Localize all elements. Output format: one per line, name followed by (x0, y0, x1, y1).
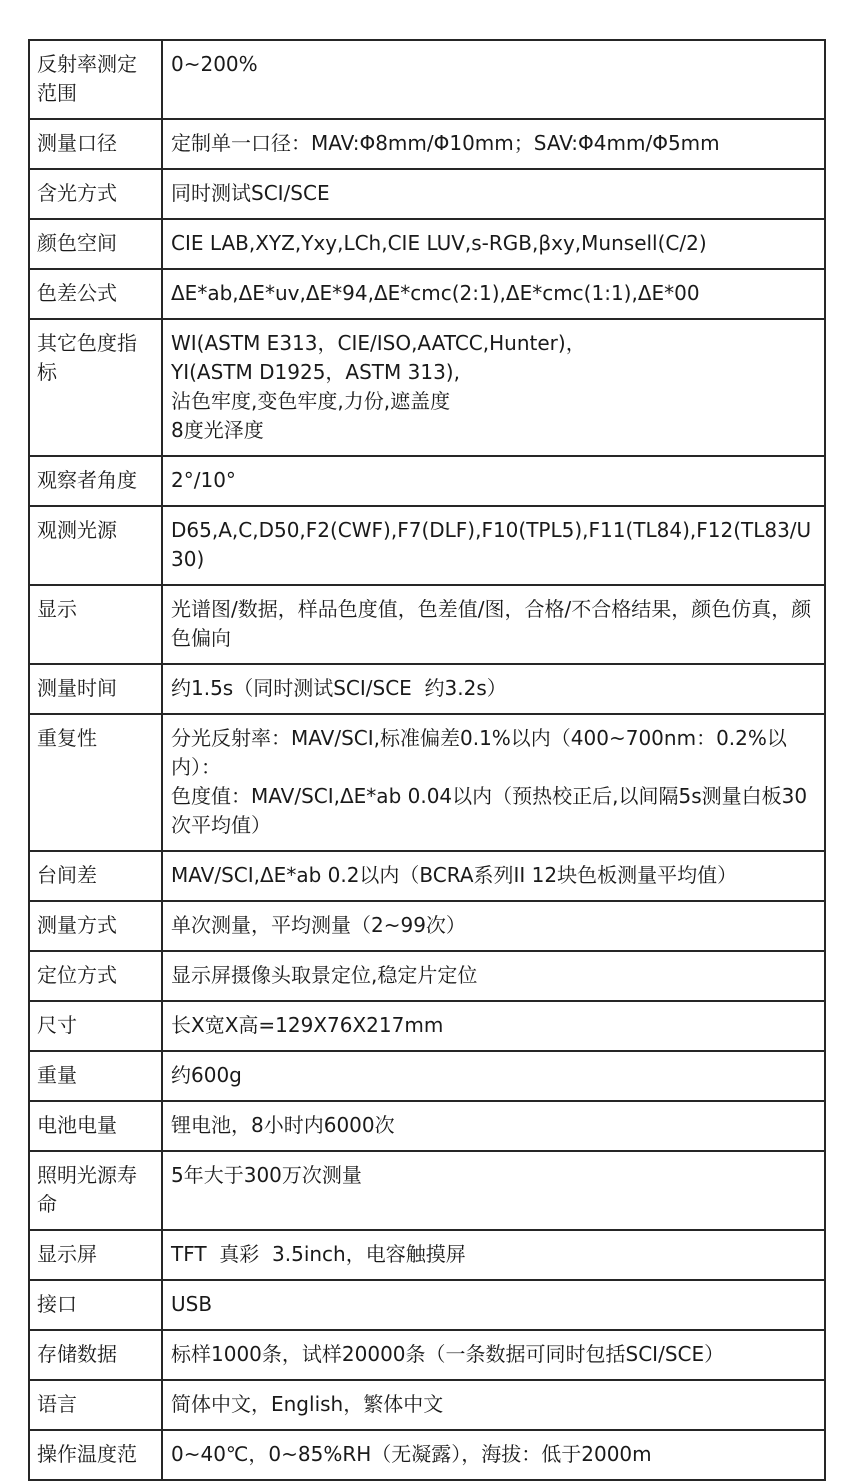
spec-label: 存储数据 (29, 1330, 162, 1380)
spec-value-line: 定制单一口径：MAV:Φ8mm/Φ10mm；SAV:Φ4mm/Φ5mm (171, 131, 720, 155)
spec-label: 语言 (29, 1380, 162, 1430)
spec-value-line: 分光反射率：MAV/SCI,标准偏差0.1%以内（400~700nm：0.2%以内）： (171, 726, 787, 779)
spec-value (162, 269, 825, 319)
spec-row (29, 714, 825, 851)
spec-value (162, 1330, 825, 1380)
spec-value-line: 锂电池，8小时内6000次 (171, 1113, 395, 1137)
spec-value-line: 2°/10° (171, 468, 236, 492)
spec-label: 其它色度指标 (29, 319, 162, 456)
spec-value-line: 0~40℃，0~85%RH（无凝露），海拔：低于2000m (171, 1442, 652, 1466)
spec-value-line: TFT 真彩 3.5inch，电容触摸屏 (171, 1242, 466, 1266)
spec-value (162, 456, 825, 506)
spec-value-line: USB (171, 1292, 213, 1316)
spec-label: 显示屏 (29, 1230, 162, 1280)
spec-value (162, 1051, 825, 1101)
spec-value-line: 标样1000条，试样20000条（一条数据可同时包括SCI/SCE） (171, 1342, 725, 1366)
spec-row (29, 1230, 825, 1280)
spec-value (162, 851, 825, 901)
spec-row (29, 851, 825, 901)
spec-value-line: 约600g (171, 1063, 242, 1087)
spec-value-line: 单次测量，平均测量（2~99次） (171, 913, 466, 937)
spec-value-line: 8度光泽度 (171, 418, 264, 442)
spec-value-line: 沾色牢度,变色牢度,力份,遮盖度 (171, 389, 451, 413)
spec-label: 测量口径 (29, 119, 162, 169)
spec-row (29, 119, 825, 169)
spec-row (29, 1001, 825, 1051)
spec-row (29, 1380, 825, 1430)
spec-value-line: D65,A,C,D50,F2(CWF),F7(DLF),F10(TPL5),F11(TL84),F12(TL83/U30) (171, 518, 812, 571)
spec-label: 测量方式 (29, 901, 162, 951)
spec-label: 定位方式 (29, 951, 162, 1001)
spec-value-line: YI(ASTM D1925，ASTM 313), (171, 360, 460, 384)
spec-label: 颜色空间 (29, 219, 162, 269)
spec-table (28, 39, 826, 1481)
spec-label: 重量 (29, 1051, 162, 1101)
spec-row (29, 585, 825, 664)
spec-value-line: 光谱图/数据，样品色度值，色差值/图，合格/不合格结果，颜色仿真，颜色偏向 (171, 597, 812, 650)
spec-label: 色差公式 (29, 269, 162, 319)
spec-row (29, 1430, 825, 1480)
spec-value (162, 169, 825, 219)
spec-value-line: 5年大于300万次测量 (171, 1163, 362, 1187)
spec-value-line: WI(ASTM E313，CIE/ISO,AATCC,Hunter)， (171, 331, 586, 355)
spec-label: 显示 (29, 585, 162, 664)
spec-label: 反射率测定范围 (29, 40, 162, 119)
spec-value (162, 1151, 825, 1230)
spec-row (29, 456, 825, 506)
spec-value-line: 0~200% (171, 52, 258, 76)
spec-value-line: CIE LAB,XYZ,Yxy,LCh,CIE LUV,s-RGB,βxy,Munsell(C/2) (171, 231, 707, 255)
spec-label: 操作温度范 (29, 1430, 162, 1480)
spec-label: 照明光源寿命 (29, 1151, 162, 1230)
spec-value (162, 219, 825, 269)
spec-row (29, 1151, 825, 1230)
spec-value-line: MAV/SCI,ΔE*ab 0.2以内（BCRA系列II 12块色板测量平均值） (171, 863, 738, 887)
spec-value-line: 色度值：MAV/SCI,ΔE*ab 0.04以内（预热校正后,以间隔5s测量白板30次平均值） (171, 784, 808, 837)
spec-value (162, 1101, 825, 1151)
spec-row (29, 951, 825, 1001)
spec-value-line: 显示屏摄像头取景定位,稳定片定位 (171, 963, 478, 987)
spec-row (29, 506, 825, 585)
spec-label: 台间差 (29, 851, 162, 901)
spec-row (29, 1280, 825, 1330)
spec-value (162, 1380, 825, 1430)
spec-label: 电池电量 (29, 1101, 162, 1151)
spec-row (29, 901, 825, 951)
spec-row (29, 169, 825, 219)
spec-label: 观察者角度 (29, 456, 162, 506)
spec-row (29, 664, 825, 714)
spec-value-line: 长X宽X高=129X76X217mm (171, 1013, 444, 1037)
spec-value-line: 同时测试SCI/SCE (171, 181, 330, 205)
spec-row (29, 269, 825, 319)
spec-row (29, 1101, 825, 1151)
spec-value (162, 1001, 825, 1051)
spec-value (162, 1430, 825, 1480)
spec-value (162, 1280, 825, 1330)
spec-row (29, 219, 825, 269)
spec-label: 观测光源 (29, 506, 162, 585)
spec-label: 接口 (29, 1280, 162, 1330)
spec-row (29, 40, 825, 119)
spec-row (29, 1330, 825, 1380)
spec-value (162, 901, 825, 951)
spec-value (162, 1230, 825, 1280)
spec-label: 测量时间 (29, 664, 162, 714)
spec-value-line: 约1.5s（同时测试SCI/SCE 约3.2s） (171, 676, 507, 700)
spec-row (29, 319, 825, 456)
spec-value-line: 简体中文，English，繁体中文 (171, 1392, 444, 1416)
spec-value (162, 40, 825, 119)
spec-value (162, 585, 825, 664)
spec-label: 尺寸 (29, 1001, 162, 1051)
spec-value (162, 119, 825, 169)
spec-label: 含光方式 (29, 169, 162, 219)
spec-value (162, 951, 825, 1001)
spec-row (29, 1051, 825, 1101)
spec-value (162, 506, 825, 585)
spec-value-line: ΔE*ab,ΔE*uv,ΔE*94,ΔE*cmc(2:1),ΔE*cmc(1:1),ΔE*00 (171, 281, 700, 305)
spec-label: 重复性 (29, 714, 162, 851)
spec-value (162, 664, 825, 714)
spec-table-body (29, 40, 825, 1480)
spec-value (162, 714, 825, 851)
spec-value (162, 319, 825, 456)
